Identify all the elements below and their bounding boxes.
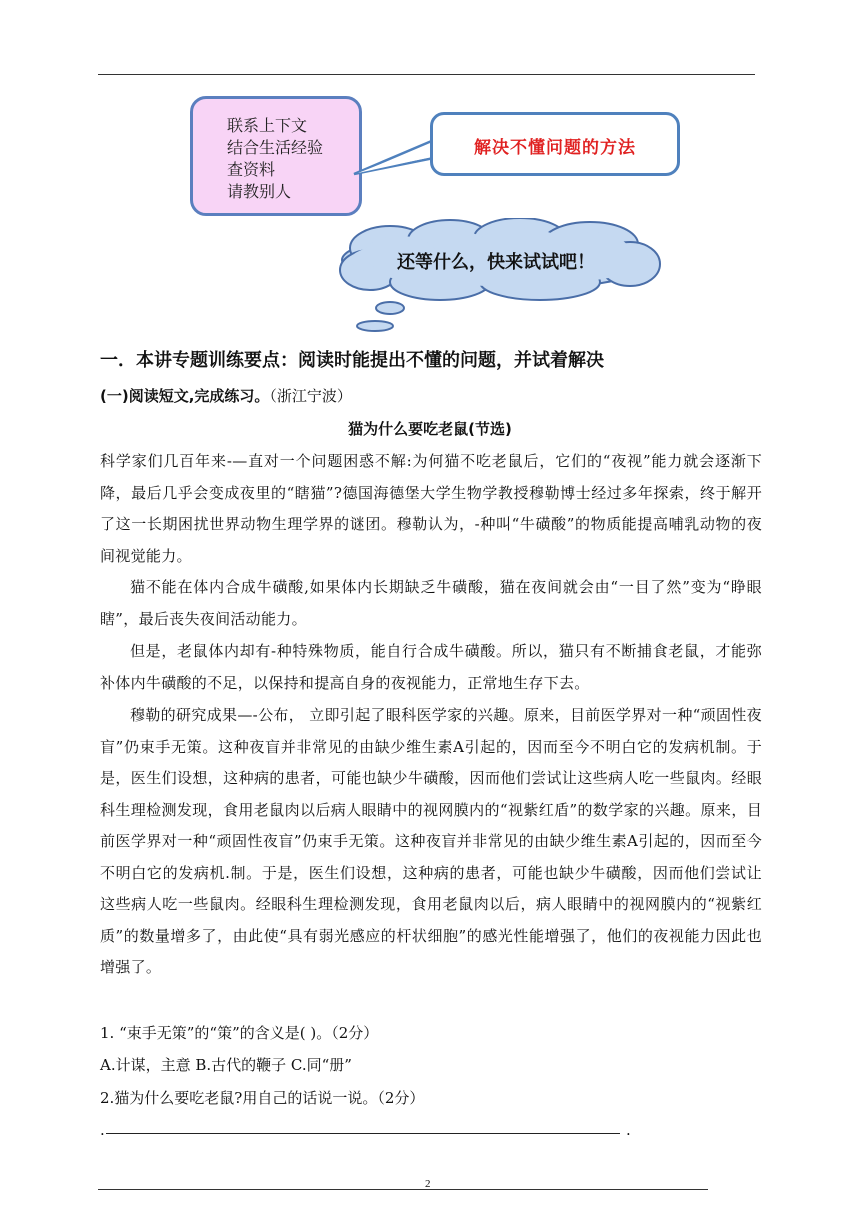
callout-pointer — [350, 130, 440, 190]
section-heading: 一．本讲专题训练要点：阅读时能提出不懂的问题，并试着解决 — [100, 350, 604, 371]
tip-item: 结合生活经验 — [227, 138, 324, 157]
footer-rule — [98, 1189, 708, 1190]
article-paragraph: 但是，老鼠体内却有-种特殊物质，能自行合成牛磺酸。所以，猫只有不断捕食老鼠，才能弥补体内牛磺酸的不足，以保持和提高自身的夜视能力，正常地生存下去。 — [100, 642, 762, 692]
callout-title: 解决不懂问题的方法 — [474, 138, 636, 158]
header-rule — [98, 74, 755, 75]
exercise-instruction: (一)阅读短文,完成练习。 — [100, 387, 270, 405]
tip-item: 查资料 — [227, 160, 276, 179]
answer-dot: . — [626, 1121, 631, 1139]
tip-item: 联系上下文 — [227, 116, 308, 135]
tips-box — [190, 96, 362, 216]
article-paragraph: 猫不能在体内合成牛磺酸,如果体内长期缺乏牛磺酸，猫在夜间就会由“一目了然”变为“睁眼瞎”，最后丧失夜间活动能力。 — [100, 578, 762, 628]
article-paragraph: 科学家们几百年来-—直对一个问题困惑不解:为何猫不吃老鼠后，它们的“夜视”能力就会逐渐下降，最后几乎会变成夜里的“瞎猫”?德国海德堡大学生物学教授穆勒博士经过多年探索，终于解开了这一长期困扰世界动物生理学界的谜团。穆勒认为，-种叫“牛磺酸”的物质能提高哺乳动物的夜间视觉能力。 — [100, 452, 762, 565]
question-1-options: A.计谋，主意 B.古代的鞭子 C.同“册” — [100, 1056, 352, 1074]
thought-cloud — [330, 218, 670, 336]
question-1: 1. “束手无策”的“策”的含义是( )。（2分） — [100, 1024, 379, 1042]
method-callout — [430, 112, 680, 176]
article-paragraph: 穆勒的研究成果—-公布， 立即引起了眼科医学家的兴趣。原来，目前医学界对一种“顽固性夜盲”仍束手无策。这种夜盲并非常见的由缺少维生素A引起的，因而至今不明白它的发病机制。于是，医生们设想，这种病的患者，可能也缺少牛磺酸，因而他们尝试让这些病人吃一些鼠肉。经眼科生理检测发现，食用老鼠肉以后病人眼睛中的视网膜内的“视紫红盾”的数学家的兴趣。原来，目前医学界对一种“顽固性夜盲”仍束手无策。这种夜盲并非常见的由缺少维生素A引起的，因而至今不明白它的发病机.制。于是，医生们设想，这种病的患者，可能也缺少牛磺酸，因而他们尝试让这些病人吃一些鼠肉。经眼科生理检测发现，食用老鼠肉以后，病人眼睛中的视网膜内的“视紫红质”的数量增多了，由此使“具有弱光感应的杆状细胞”的感光性能增强了，他们的夜视能力因此也增强了。 — [100, 706, 762, 976]
tip-item: 请教别人 — [227, 182, 292, 201]
cloud-text: 还等什么，快来试试吧！ — [397, 252, 595, 273]
page-number: 2 — [425, 1178, 431, 1190]
answer-line[interactable] — [100, 1121, 640, 1137]
question-2: 2.猫为什么要吃老鼠?用自己的话说一说。（2分） — [100, 1089, 425, 1107]
exercise-source: （浙江宁波） — [269, 387, 352, 405]
answer-underline — [106, 1133, 620, 1134]
article-title: 猫为什么要吃老鼠(节选) — [348, 420, 512, 438]
exercise-heading — [100, 385, 352, 406]
answer-dot: . — [100, 1121, 105, 1139]
